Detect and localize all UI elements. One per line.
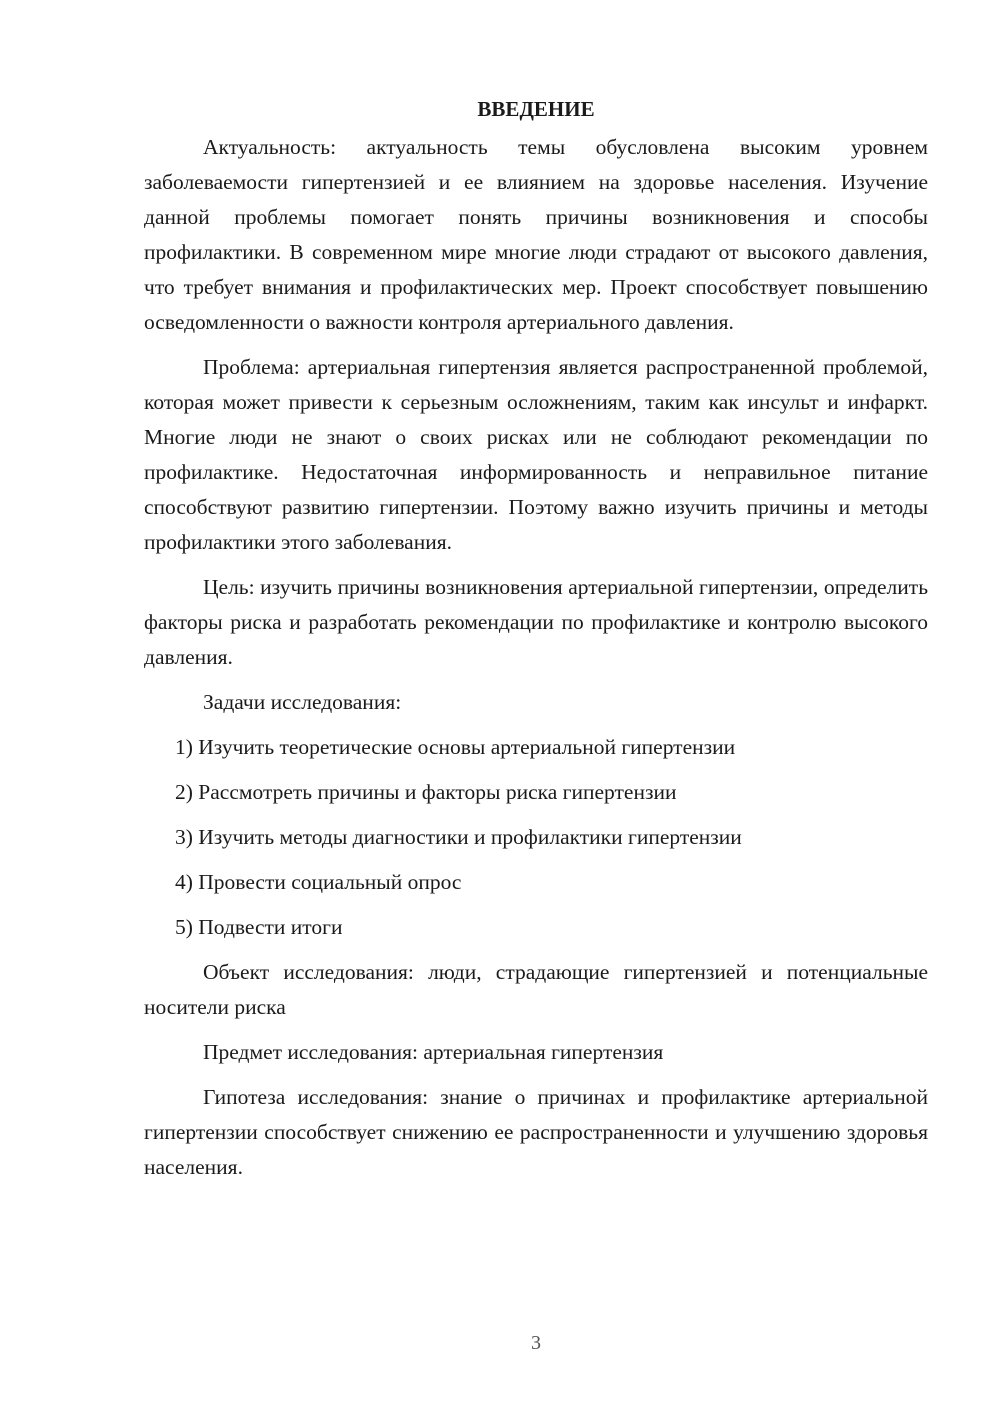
paragraph-hypothesis: Гипотеза исследования: знание о причинах и профилактике артериальной гипертензии способствует снижению ее распространенности и улучшению здоровья населения. [144,1085,928,1179]
document-page [144,92,928,1195]
task-list [144,730,928,945]
list-item: 2) Рассмотреть причины и факторы риска гипертензии [175,780,677,804]
paragraph-subject: Предмет исследования: артериальная гипертензия [203,1040,664,1064]
paragraph-goal: Цель: изучить причины возникновения артериальной гипертензии, определить факторы риска и разработать рекомендации по профилактике и контролю высокого давления. [144,575,928,669]
tasks-heading: Задачи исследования: [203,690,402,714]
list-item: 5) Подвести итоги [175,915,343,939]
page-number: 3 [531,1332,541,1354]
list-item: 4) Провести социальный опрос [175,870,462,894]
paragraph-problem: Проблема: артериальная гипертензия является распространенной проблемой, которая может привести к серьезным осложнениям, таким как инсульт и инфаркт. Многие люди не знают о своих рисках или не соблюдают рекомендации по профилактике. Недостаточная информированность и неправильное питание способствуют развитию гипертензии. Поэтому важно изучить причины и методы профилактики этого заболевания. [144,355,928,554]
page-title: ВВЕДЕНИЕ [477,97,595,121]
list-item: 3) Изучить методы диагностики и профилактики гипертензии [175,825,742,849]
paragraph-object: Объект исследования: люди, страдающие гипертензией и потенциальные носители риска [144,960,928,1019]
list-item: 1) Изучить теоретические основы артериальной гипертензии [175,735,736,759]
paragraph-relevance: Актуальность: актуальность темы обусловлена высоким уровнем заболеваемости гипертензией и ее влиянием на здоровье населения. Изучение данной проблемы помогает понять причины возникновения и способы профилактики. В современном мире многие люди страдают от высокого давления, что требует внимания и профилактических мер. Проект способствует повышению осведомленности о важности контроля артериального давления. [144,135,928,334]
